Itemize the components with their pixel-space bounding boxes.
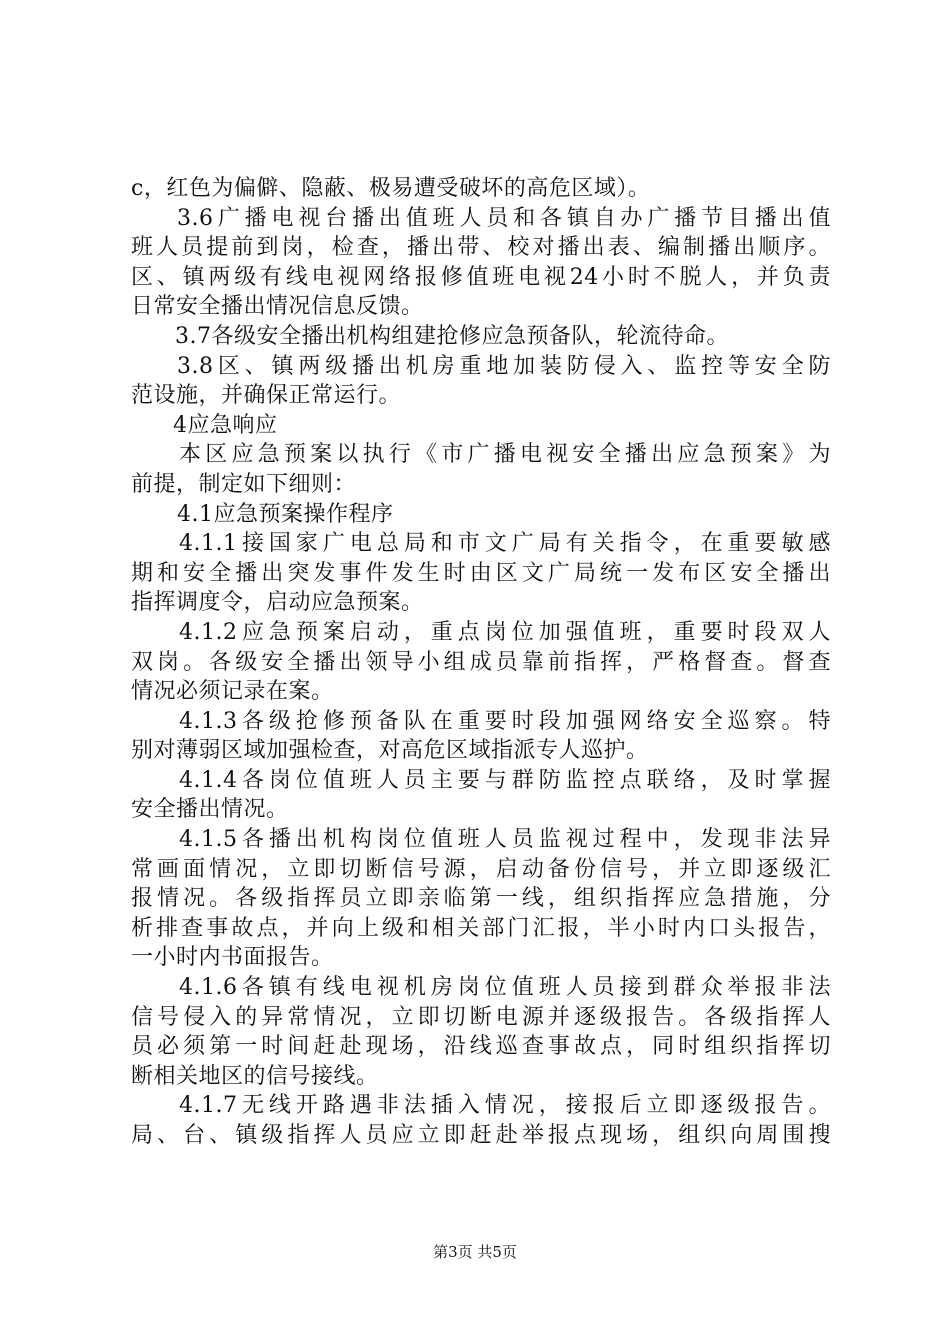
document-body bbox=[131, 174, 831, 1151]
text-line: 本区应急预案以执行《市广播电视安全播出应急预案》为 bbox=[179, 442, 831, 468]
text-line: 班人员提前到岗，检查，播出带、校对播出表、编制播出顺序。 bbox=[131, 235, 831, 261]
text-line: 双岗。各级安全播出领导小组成员靠前指挥，严格督查。督查 bbox=[131, 649, 831, 675]
text-line: 4.1.6各镇有线电视机房岗位值班人员接到群众举报非法 bbox=[179, 975, 831, 1001]
page-footer: 第3页 共5页 bbox=[433, 1243, 517, 1261]
text-line: 情况必须记录在案。 bbox=[131, 679, 334, 705]
text-line: c，红色为偏僻、隐蔽、极易遭受破坏的高危区域）。 bbox=[131, 176, 651, 201]
text-line: 4.1应急预案操作程序 bbox=[177, 501, 394, 527]
text-line: 4.1.1接国家广电总局和市文广局有关指令，在重要敏感 bbox=[179, 531, 831, 557]
text-line: 4.1.5各播出机构岗位值班人员监视过程中，发现非法异 bbox=[179, 827, 831, 853]
text-line: 一小时内书面报告。 bbox=[131, 945, 334, 971]
text-line: 范设施，并确保正常运行。 bbox=[131, 383, 402, 409]
text-line: 局、台、镇级指挥人员应立即赶赴举报点现场，组织向周围搜 bbox=[131, 1123, 831, 1148]
text-line: 常画面情况，立即切断信号源，启动备份信号，并立即逐级汇 bbox=[131, 856, 831, 882]
text-line: 区、镇两级有线电视网络报修值班电视24小时不脱人，并负责 bbox=[131, 264, 831, 290]
text-line: 前提，制定如下细则： bbox=[131, 471, 357, 497]
text-line: 4.1.3各级抢修预备队在重要时段加强网络安全巡察。特 bbox=[179, 708, 831, 734]
text-line: 析排查事故点，并向上级和相关部门汇报，半小时内口头报告， bbox=[131, 915, 831, 941]
text-line: 4.1.4各岗位值班人员主要与群防监控点联络，及时掌握 bbox=[179, 767, 831, 793]
text-line: 3.8区、镇两级播出机房重地加装防侵入、监控等安全防 bbox=[177, 353, 831, 379]
text-line: 指挥调度令，启动应急预案。 bbox=[131, 590, 424, 616]
text-line: 日常安全播出情况信息反馈。 bbox=[131, 294, 424, 320]
text-line: 期和安全播出突发事件发生时由区文广局统一发布区安全播出 bbox=[131, 560, 831, 586]
text-line: 3.7各级安全播出机构组建抢修应急预备队，轮流待命。 bbox=[175, 323, 729, 349]
text-line: 3.6广播电视台播出值班人员和各镇自办广播节目播出值 bbox=[177, 205, 831, 231]
text-line: 报情况。各级指挥员立即亲临第一线，组织指挥应急措施，分 bbox=[131, 886, 831, 912]
text-line: 别对薄弱区域加强检查，对高危区域指派专人巡护。 bbox=[131, 738, 649, 764]
text-line: 安全播出情况。 bbox=[131, 797, 289, 823]
text-line: 4.1.7无线开路遇非法插入情况，接报后立即逐级报告。 bbox=[179, 1093, 831, 1119]
text-line: 4.1.2应急预案启动，重点岗位加强值班，重要时段双人 bbox=[179, 619, 831, 645]
text-line: 4应急响应 bbox=[173, 412, 278, 438]
text-line: 断相关地区的信号接线。 bbox=[131, 1063, 379, 1089]
text-line: 员必须第一时间赶赴现场，沿线巡查事故点，同时组织指挥切 bbox=[131, 1034, 831, 1060]
text-line: 信号侵入的异常情况，立即切断电源并逐级报告。各级指挥人 bbox=[131, 1004, 831, 1030]
